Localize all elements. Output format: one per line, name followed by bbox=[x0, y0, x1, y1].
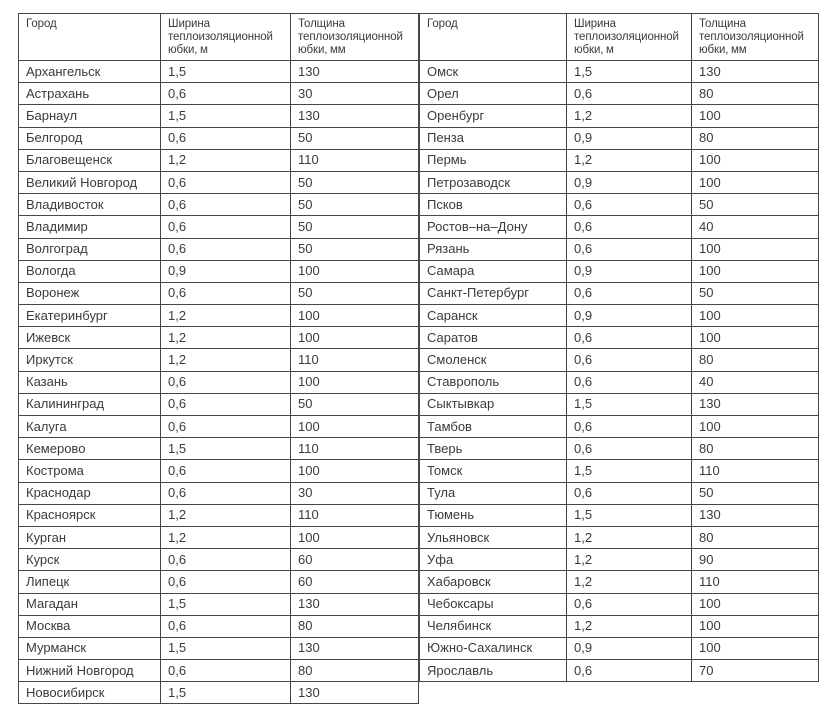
table-row bbox=[19, 83, 419, 105]
table-row bbox=[19, 171, 419, 193]
city-cell: Калуга bbox=[19, 416, 161, 438]
skirt-thickness-cell: 100 bbox=[692, 637, 819, 659]
city-cell: Ульяновск bbox=[420, 526, 567, 548]
city-cell: Владивосток bbox=[19, 194, 161, 216]
skirt-thickness-cell: 100 bbox=[291, 327, 419, 349]
table-row bbox=[420, 238, 819, 260]
table-row bbox=[19, 327, 419, 349]
city-cell: Новосибирск bbox=[19, 682, 161, 704]
city-cell: Барнаул bbox=[19, 105, 161, 127]
city-cell: Петрозаводск bbox=[420, 171, 567, 193]
column-header-city: Город bbox=[19, 14, 161, 61]
skirt-width-cell: 0,6 bbox=[567, 349, 692, 371]
city-cell: Омск bbox=[420, 61, 567, 83]
skirt-thickness-cell: 100 bbox=[692, 615, 819, 637]
skirt-thickness-cell: 50 bbox=[291, 282, 419, 304]
table-row bbox=[19, 593, 419, 615]
table-header bbox=[420, 14, 819, 61]
table-row bbox=[420, 371, 819, 393]
skirt-width-cell: 1,2 bbox=[567, 549, 692, 571]
skirt-width-cell: 0,6 bbox=[161, 549, 291, 571]
skirt-width-cell: 0,6 bbox=[567, 416, 692, 438]
skirt-width-cell: 0,6 bbox=[161, 393, 291, 415]
city-cell: Курган bbox=[19, 526, 161, 548]
city-cell: Благовещенск bbox=[19, 149, 161, 171]
skirt-thickness-cell: 100 bbox=[291, 416, 419, 438]
city-cell: Самара bbox=[420, 260, 567, 282]
skirt-thickness-cell: 100 bbox=[692, 171, 819, 193]
city-cell: Мурманск bbox=[19, 637, 161, 659]
table-row bbox=[19, 571, 419, 593]
table-row bbox=[19, 216, 419, 238]
skirt-width-cell: 0,6 bbox=[567, 238, 692, 260]
skirt-thickness-cell: 50 bbox=[291, 194, 419, 216]
city-cell: Екатеринбург bbox=[19, 305, 161, 327]
column-header-skirt-thickness: Толщина теплоизоляционной юбки, мм bbox=[692, 14, 819, 61]
insulation-skirt-table-left bbox=[18, 13, 419, 704]
skirt-width-cell: 0,9 bbox=[567, 127, 692, 149]
city-cell: Рязань bbox=[420, 238, 567, 260]
table-row bbox=[19, 682, 419, 704]
table-row bbox=[19, 549, 419, 571]
skirt-thickness-cell: 100 bbox=[692, 593, 819, 615]
skirt-thickness-cell: 50 bbox=[291, 238, 419, 260]
skirt-thickness-cell: 50 bbox=[692, 194, 819, 216]
skirt-thickness-cell: 60 bbox=[291, 549, 419, 571]
city-cell: Тамбов bbox=[420, 416, 567, 438]
city-cell: Ярославль bbox=[420, 660, 567, 682]
table-row bbox=[420, 83, 819, 105]
city-cell: Тула bbox=[420, 482, 567, 504]
skirt-width-cell: 1,2 bbox=[567, 105, 692, 127]
table-row bbox=[19, 438, 419, 460]
table-row bbox=[420, 637, 819, 659]
city-cell: Великий Новгород bbox=[19, 171, 161, 193]
skirt-thickness-cell: 110 bbox=[291, 504, 419, 526]
city-cell: Казань bbox=[19, 371, 161, 393]
skirt-width-cell: 0,6 bbox=[567, 282, 692, 304]
skirt-thickness-cell: 40 bbox=[692, 216, 819, 238]
table-row bbox=[420, 216, 819, 238]
table-row bbox=[19, 526, 419, 548]
skirt-thickness-cell: 80 bbox=[692, 349, 819, 371]
skirt-width-cell: 0,6 bbox=[161, 83, 291, 105]
city-cell: Ростов–на–Дону bbox=[420, 216, 567, 238]
skirt-width-cell: 1,5 bbox=[567, 504, 692, 526]
skirt-width-cell: 0,9 bbox=[161, 260, 291, 282]
skirt-thickness-cell: 80 bbox=[291, 660, 419, 682]
skirt-width-cell: 1,2 bbox=[161, 504, 291, 526]
table-row bbox=[420, 660, 819, 682]
table-row bbox=[19, 61, 419, 83]
table-row bbox=[420, 305, 819, 327]
skirt-thickness-cell: 50 bbox=[692, 482, 819, 504]
city-cell: Саранск bbox=[420, 305, 567, 327]
skirt-thickness-cell: 100 bbox=[692, 416, 819, 438]
skirt-width-cell: 0,6 bbox=[161, 482, 291, 504]
skirt-width-cell: 0,6 bbox=[161, 194, 291, 216]
table-row bbox=[420, 482, 819, 504]
city-cell: Уфа bbox=[420, 549, 567, 571]
skirt-thickness-cell: 100 bbox=[692, 149, 819, 171]
skirt-width-cell: 0,6 bbox=[161, 416, 291, 438]
table-row bbox=[19, 305, 419, 327]
skirt-width-cell: 0,6 bbox=[567, 660, 692, 682]
skirt-thickness-cell: 130 bbox=[291, 61, 419, 83]
city-cell: Кемерово bbox=[19, 438, 161, 460]
skirt-width-cell: 0,6 bbox=[161, 660, 291, 682]
skirt-thickness-cell: 50 bbox=[291, 127, 419, 149]
city-cell: Оренбург bbox=[420, 105, 567, 127]
table-row bbox=[420, 438, 819, 460]
table-row bbox=[420, 615, 819, 637]
city-cell: Санкт-Петербург bbox=[420, 282, 567, 304]
table-row bbox=[420, 571, 819, 593]
skirt-thickness-cell: 130 bbox=[291, 105, 419, 127]
table-row bbox=[19, 460, 419, 482]
skirt-width-cell: 1,2 bbox=[161, 327, 291, 349]
skirt-width-cell: 0,9 bbox=[567, 260, 692, 282]
city-cell: Нижний Новгород bbox=[19, 660, 161, 682]
skirt-width-cell: 1,2 bbox=[567, 526, 692, 548]
skirt-width-cell: 0,6 bbox=[567, 83, 692, 105]
skirt-width-cell: 0,9 bbox=[567, 637, 692, 659]
city-cell: Псков bbox=[420, 194, 567, 216]
city-cell: Ижевск bbox=[19, 327, 161, 349]
table-row bbox=[19, 105, 419, 127]
skirt-width-cell: 1,2 bbox=[567, 149, 692, 171]
city-cell: Южно-Сахалинск bbox=[420, 637, 567, 659]
skirt-thickness-cell: 110 bbox=[291, 149, 419, 171]
city-cell: Ставрополь bbox=[420, 371, 567, 393]
city-cell: Волгоград bbox=[19, 238, 161, 260]
skirt-thickness-cell: 30 bbox=[291, 83, 419, 105]
table-row bbox=[420, 260, 819, 282]
city-cell: Калининград bbox=[19, 393, 161, 415]
skirt-width-cell: 1,5 bbox=[567, 460, 692, 482]
skirt-width-cell: 0,6 bbox=[161, 460, 291, 482]
skirt-thickness-cell: 100 bbox=[692, 260, 819, 282]
city-cell: Владимир bbox=[19, 216, 161, 238]
skirt-width-cell: 0,6 bbox=[567, 593, 692, 615]
city-cell: Астрахань bbox=[19, 83, 161, 105]
skirt-width-cell: 0,6 bbox=[161, 282, 291, 304]
skirt-thickness-cell: 80 bbox=[692, 438, 819, 460]
table-row bbox=[420, 105, 819, 127]
skirt-width-cell: 1,5 bbox=[161, 438, 291, 460]
city-cell: Сыктывкар bbox=[420, 393, 567, 415]
table-row bbox=[19, 637, 419, 659]
skirt-thickness-cell: 110 bbox=[692, 460, 819, 482]
table-row bbox=[420, 460, 819, 482]
table-row bbox=[420, 194, 819, 216]
table-header bbox=[19, 14, 419, 61]
table-row bbox=[19, 260, 419, 282]
city-cell: Орел bbox=[420, 83, 567, 105]
skirt-thickness-cell: 110 bbox=[291, 438, 419, 460]
city-cell: Саратов bbox=[420, 327, 567, 349]
column-header-skirt-width: Ширина теплоизоляционной юбки, м bbox=[161, 14, 291, 61]
city-cell: Красноярск bbox=[19, 504, 161, 526]
table-row bbox=[420, 349, 819, 371]
table-row bbox=[420, 127, 819, 149]
skirt-width-cell: 0,6 bbox=[161, 127, 291, 149]
skirt-width-cell: 1,5 bbox=[161, 593, 291, 615]
table-row bbox=[19, 282, 419, 304]
table-row bbox=[19, 416, 419, 438]
table-row bbox=[19, 660, 419, 682]
skirt-thickness-cell: 100 bbox=[291, 526, 419, 548]
skirt-width-cell: 1,5 bbox=[567, 393, 692, 415]
skirt-thickness-cell: 100 bbox=[692, 105, 819, 127]
city-cell: Хабаровск bbox=[420, 571, 567, 593]
skirt-thickness-cell: 80 bbox=[692, 526, 819, 548]
city-cell: Тюмень bbox=[420, 504, 567, 526]
skirt-width-cell: 1,5 bbox=[161, 682, 291, 704]
skirt-thickness-cell: 90 bbox=[692, 549, 819, 571]
table-row bbox=[420, 149, 819, 171]
city-cell: Тверь bbox=[420, 438, 567, 460]
city-cell: Иркутск bbox=[19, 349, 161, 371]
insulation-skirt-tables bbox=[18, 13, 819, 704]
table-row bbox=[420, 593, 819, 615]
skirt-thickness-cell: 50 bbox=[291, 393, 419, 415]
table-row bbox=[420, 416, 819, 438]
skirt-width-cell: 1,2 bbox=[567, 615, 692, 637]
table-row bbox=[420, 171, 819, 193]
skirt-width-cell: 0,6 bbox=[161, 171, 291, 193]
skirt-thickness-cell: 130 bbox=[291, 637, 419, 659]
skirt-thickness-cell: 100 bbox=[291, 371, 419, 393]
skirt-width-cell: 0,6 bbox=[161, 216, 291, 238]
city-cell: Белгород bbox=[19, 127, 161, 149]
table-row bbox=[19, 371, 419, 393]
skirt-thickness-cell: 100 bbox=[291, 305, 419, 327]
skirt-thickness-cell: 100 bbox=[692, 238, 819, 260]
skirt-width-cell: 0,9 bbox=[567, 305, 692, 327]
skirt-thickness-cell: 50 bbox=[291, 171, 419, 193]
skirt-thickness-cell: 60 bbox=[291, 571, 419, 593]
skirt-width-cell: 1,2 bbox=[161, 526, 291, 548]
skirt-width-cell: 0,6 bbox=[567, 482, 692, 504]
skirt-width-cell: 0,6 bbox=[161, 571, 291, 593]
skirt-thickness-cell: 50 bbox=[692, 282, 819, 304]
skirt-thickness-cell: 130 bbox=[692, 61, 819, 83]
skirt-width-cell: 0,6 bbox=[161, 238, 291, 260]
city-cell: Архангельск bbox=[19, 61, 161, 83]
skirt-width-cell: 0,9 bbox=[567, 171, 692, 193]
skirt-thickness-cell: 30 bbox=[291, 482, 419, 504]
table-row bbox=[19, 482, 419, 504]
skirt-thickness-cell: 70 bbox=[692, 660, 819, 682]
city-cell: Смоленск bbox=[420, 349, 567, 371]
city-cell: Липецк bbox=[19, 571, 161, 593]
table-row bbox=[19, 238, 419, 260]
city-cell: Пермь bbox=[420, 149, 567, 171]
city-cell: Чебоксары bbox=[420, 593, 567, 615]
table-row bbox=[420, 504, 819, 526]
skirt-thickness-cell: 110 bbox=[291, 349, 419, 371]
city-cell: Томск bbox=[420, 460, 567, 482]
skirt-thickness-cell: 80 bbox=[291, 615, 419, 637]
table-row bbox=[19, 504, 419, 526]
skirt-thickness-cell: 40 bbox=[692, 371, 819, 393]
table-row bbox=[420, 526, 819, 548]
skirt-width-cell: 1,5 bbox=[567, 61, 692, 83]
insulation-skirt-table-right bbox=[419, 13, 819, 682]
city-cell: Магадан bbox=[19, 593, 161, 615]
city-cell: Воронеж bbox=[19, 282, 161, 304]
city-cell: Курск bbox=[19, 549, 161, 571]
skirt-thickness-cell: 100 bbox=[692, 327, 819, 349]
table-row bbox=[420, 327, 819, 349]
skirt-thickness-cell: 80 bbox=[692, 127, 819, 149]
skirt-thickness-cell: 100 bbox=[291, 260, 419, 282]
city-cell: Вологда bbox=[19, 260, 161, 282]
skirt-thickness-cell: 100 bbox=[692, 305, 819, 327]
city-cell: Челябинск bbox=[420, 615, 567, 637]
skirt-thickness-cell: 100 bbox=[291, 460, 419, 482]
skirt-width-cell: 0,6 bbox=[567, 371, 692, 393]
table-row bbox=[420, 549, 819, 571]
skirt-thickness-cell: 50 bbox=[291, 216, 419, 238]
skirt-thickness-cell: 130 bbox=[291, 593, 419, 615]
skirt-width-cell: 1,5 bbox=[161, 637, 291, 659]
column-header-skirt-thickness: Толщина теплоизоляционной юбки, мм bbox=[291, 14, 419, 61]
skirt-width-cell: 0,6 bbox=[161, 615, 291, 637]
skirt-width-cell: 1,2 bbox=[161, 149, 291, 171]
skirt-width-cell: 0,6 bbox=[161, 371, 291, 393]
skirt-thickness-cell: 130 bbox=[692, 393, 819, 415]
skirt-width-cell: 0,6 bbox=[567, 216, 692, 238]
skirt-thickness-cell: 130 bbox=[692, 504, 819, 526]
column-header-skirt-width: Ширина теплоизоляционной юбки, м bbox=[567, 14, 692, 61]
skirt-width-cell: 1,2 bbox=[567, 571, 692, 593]
table-row bbox=[19, 194, 419, 216]
skirt-thickness-cell: 130 bbox=[291, 682, 419, 704]
column-header-city: Город bbox=[420, 14, 567, 61]
table-row bbox=[19, 149, 419, 171]
table-row bbox=[420, 61, 819, 83]
skirt-width-cell: 1,5 bbox=[161, 105, 291, 127]
table-row bbox=[19, 615, 419, 637]
city-cell: Пенза bbox=[420, 127, 567, 149]
table-row bbox=[19, 127, 419, 149]
skirt-thickness-cell: 80 bbox=[692, 83, 819, 105]
skirt-width-cell: 0,6 bbox=[567, 327, 692, 349]
city-cell: Москва bbox=[19, 615, 161, 637]
skirt-thickness-cell: 110 bbox=[692, 571, 819, 593]
skirt-width-cell: 1,2 bbox=[161, 349, 291, 371]
city-cell: Краснодар bbox=[19, 482, 161, 504]
skirt-width-cell: 0,6 bbox=[567, 438, 692, 460]
table-row bbox=[19, 393, 419, 415]
table-row bbox=[420, 282, 819, 304]
table-row bbox=[420, 393, 819, 415]
table-row bbox=[19, 349, 419, 371]
skirt-width-cell: 0,6 bbox=[567, 194, 692, 216]
city-cell: Кострома bbox=[19, 460, 161, 482]
skirt-width-cell: 1,5 bbox=[161, 61, 291, 83]
skirt-width-cell: 1,2 bbox=[161, 305, 291, 327]
